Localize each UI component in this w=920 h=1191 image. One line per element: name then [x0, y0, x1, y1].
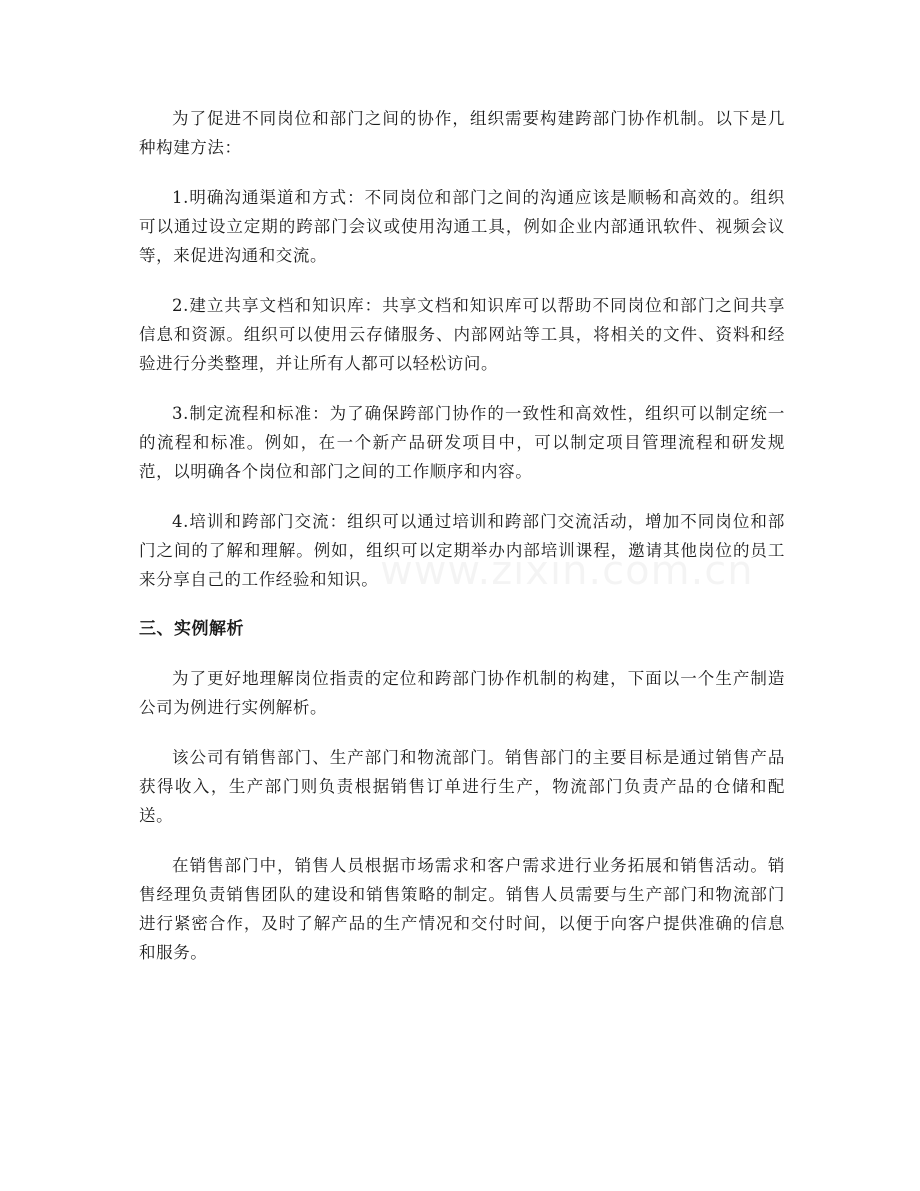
section-heading: 三、实例解析 — [139, 619, 244, 639]
method-3-paragraph: 3.制定流程和标准：为了确保跨部门协作的一致性和高效性，组织可以制定统一的流程和标准。例如，在一个新产品研发项目中，可以制定项目管理流程和研发规范，以明确各个岗位和部门之间的工作顺序和内容。 — [139, 404, 785, 481]
sales-department-paragraph: 在销售部门中，销售人员根据市场需求和客户需求进行业务拓展和销售活动。销售经理负责销售团队的建设和销售策略的制定。销售人员需要与生产部门和物流部门进行紧密合作，及时了解产品的生产情况和交付时间，以便于向客户提供准确的信息和服务。 — [139, 856, 785, 962]
method-4-paragraph: 4.培训和跨部门交流：组织可以通过培训和跨部门交流活动，增加不同岗位和部门之间的了解和理解。例如，组织可以定期举办内部培训课程，邀请其他岗位的员工来分享自己的工作经验和知识。 — [139, 512, 785, 589]
method-2-paragraph: 2.建立共享文档和知识库：共享文档和知识库可以帮助不同岗位和部门之间共享信息和资源。组织可以使用云存储服务、内部网站等工具，将相关的文件、资料和经验进行分类整理，并让所有人都可以轻松访问。 — [139, 296, 785, 373]
example-intro-paragraph: 为了更好地理解岗位指责的定位和跨部门协作机制的构建，下面以一个生产制造公司为例进行实例解析。 — [139, 669, 785, 717]
document-body — [139, 104, 785, 988]
intro-paragraph: 为了促进不同岗位和部门之间的协作，组织需要构建跨部门协作机制。以下是几种构建方法： — [139, 109, 785, 157]
method-1-paragraph: 1.明确沟通渠道和方式：不同岗位和部门之间的沟通应该是顺畅和高效的。组织可以通过设立定期的跨部门会议或使用沟通工具，例如企业内部通讯软件、视频会议等，来促进沟通和交流。 — [139, 188, 785, 265]
company-departments-paragraph: 该公司有销售部门、生产部门和物流部门。销售部门的主要目标是通过销售产品获得收入，生产部门则负责根据销售订单进行生产，物流部门负责产品的仓储和配送。 — [139, 748, 785, 825]
